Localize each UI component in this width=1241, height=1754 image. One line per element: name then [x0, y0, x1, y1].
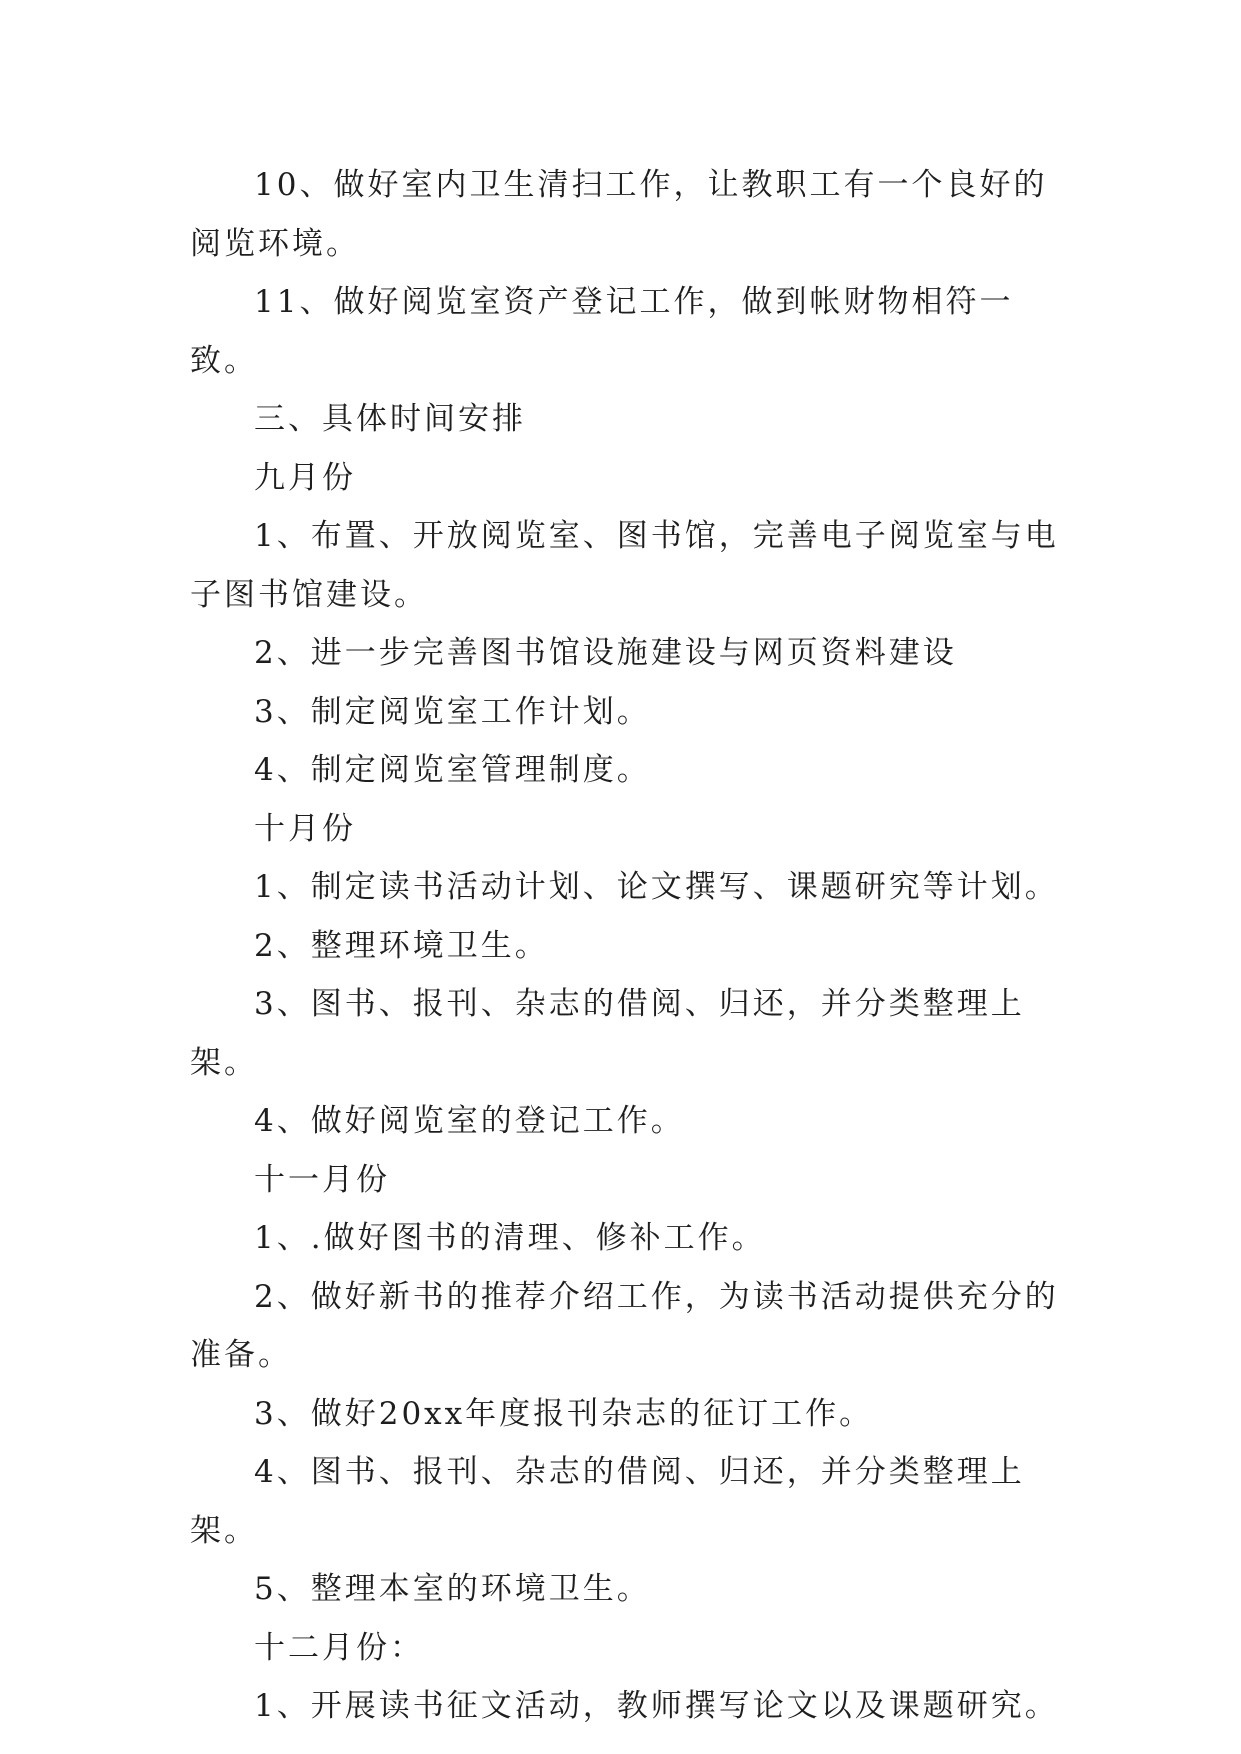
section-heading-schedule: 三、具体时间安排: [254, 401, 526, 437]
paragraph-item-10: 10、做好室内卫生清扫工作，让教职工有一个良好的阅览环境。: [190, 167, 1048, 262]
month-heading-december: 十二月份：: [254, 1629, 424, 1666]
november-item-1: 1、.做好图书的清理、修补工作。: [254, 1220, 766, 1256]
september-item-1: 1、布置、开放阅览室、图书馆，完善电子阅览室与电子图书馆建设。: [190, 518, 1059, 613]
october-item-2: 2、整理环境卫生。: [254, 927, 549, 964]
october-item-4: 4、做好阅览室的登记工作。: [254, 1103, 685, 1139]
month-heading-october: 十月份: [254, 810, 356, 847]
november-item-5: 5、整理本室的环境卫生。: [254, 1571, 651, 1607]
october-item-3: 3、图书、报刊、杂志的借阅、归还，并分类整理上架。: [190, 986, 1025, 1081]
november-item-3: 3、做好20xx年度报刊杂志的征订工作。: [254, 1395, 874, 1432]
december-item-1: 1、开展读书征文活动，教师撰写论文以及课题研究。: [254, 1688, 1059, 1724]
paragraph-item-11: 11、做好阅览室资产登记工作，做到帐财物相符一致。: [190, 284, 1014, 379]
november-item-2: 2、做好新书的推荐介绍工作，为读书活动提供充分的准备。: [190, 1278, 1059, 1373]
month-heading-november: 十一月份: [254, 1161, 390, 1198]
september-item-3: 3、制定阅览室工作计划。: [254, 693, 651, 730]
october-item-1: 1、制定读书活动计划、论文撰写、课题研究等计划。: [254, 869, 1059, 905]
november-item-4: 4、图书、报刊、杂志的借阅、归还，并分类整理上架。: [190, 1454, 1025, 1549]
september-item-2: 2、进一步完善图书馆设施建设与网页资料建设: [254, 635, 957, 671]
month-heading-september: 九月份: [254, 459, 356, 496]
document-body: [190, 156, 1070, 1736]
september-item-4: 4、制定阅览室管理制度。: [254, 752, 651, 788]
